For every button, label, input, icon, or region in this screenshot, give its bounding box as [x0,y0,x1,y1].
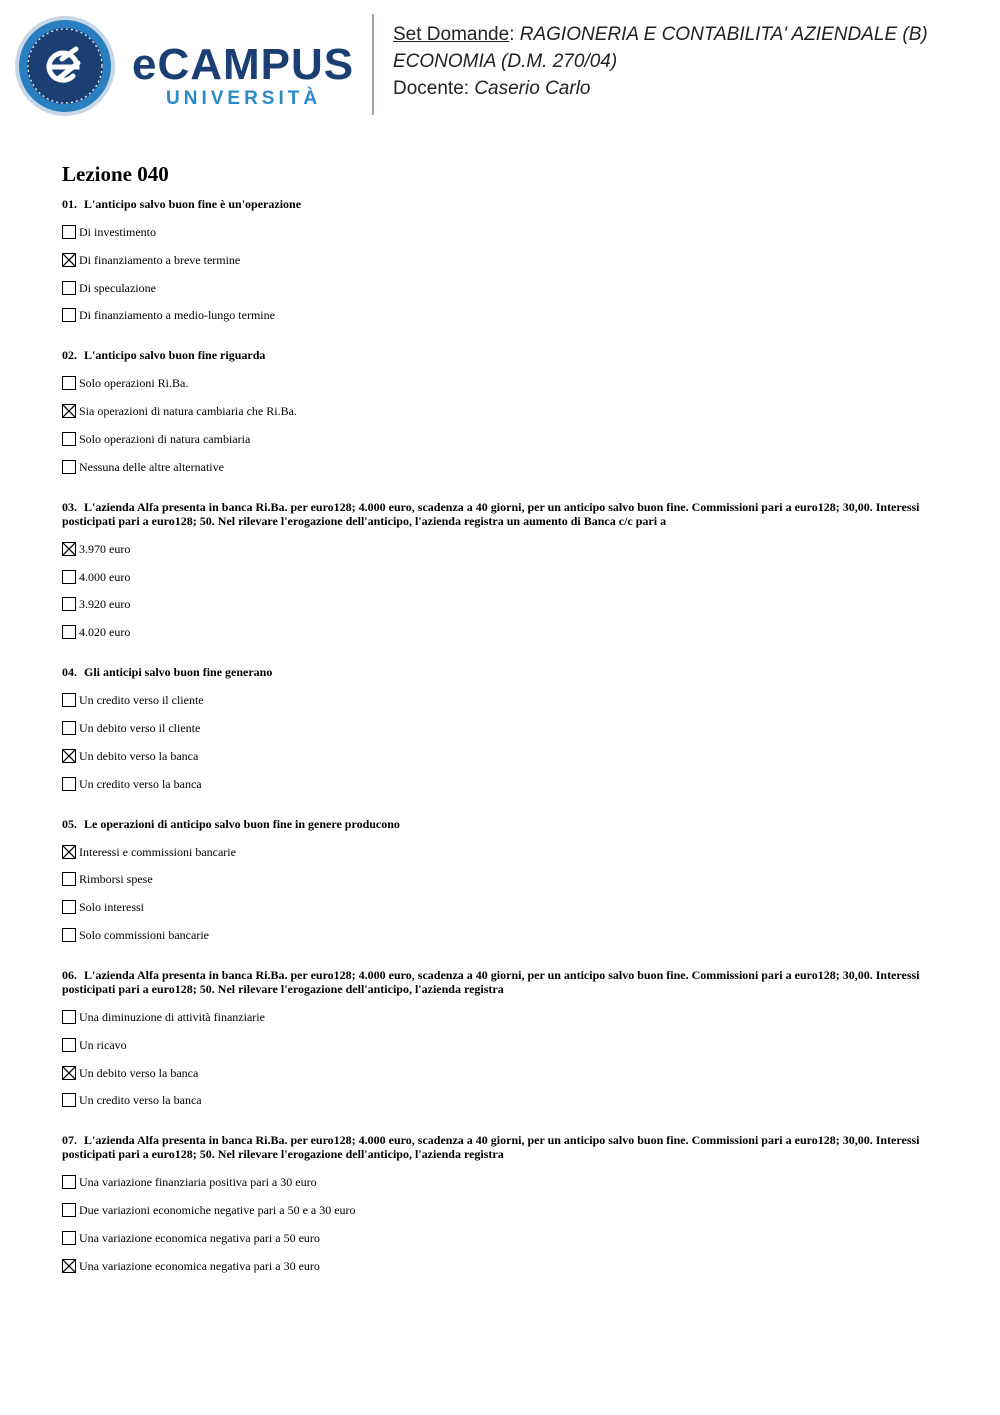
answer-label: Di finanziamento a breve termine [79,252,241,267]
answer-label: Nessuna delle altre alternative [79,459,224,474]
checkbox-icon[interactable] [62,376,76,390]
checked-checkbox-icon[interactable] [62,253,76,267]
university-seal-logo [14,15,116,117]
cross-mark-icon [63,405,75,417]
answer-label: Un debito verso la banca [79,1065,199,1080]
answer-label: Sia operazioni di natura cambiaria che Ri.Ba. [79,404,297,419]
checkbox-icon[interactable] [62,1203,76,1217]
question [62,665,942,792]
answer-option[interactable] [62,1173,942,1191]
brand-wordmark [132,40,358,112]
question-number: 03. [62,499,77,514]
course-title-line2: ECONOMIA (D.M. 270/04) [393,51,618,72]
checkbox-icon[interactable] [62,693,76,707]
header-divider [372,14,374,115]
cross-mark-icon [63,846,75,858]
answer-label: Solo commissioni bancarie [79,927,209,942]
question-number: 02. [62,348,77,363]
answer-label: Un credito verso la banca [79,776,202,791]
answer-option[interactable] [62,568,942,586]
answer-label: Una diminuzione di attività finanziarie [79,1009,265,1024]
checked-checkbox-icon[interactable] [62,542,76,556]
answer-option[interactable] [62,374,942,392]
lesson-content [62,160,942,1285]
answer-option[interactable] [62,1064,942,1082]
answer-option[interactable] [62,719,942,737]
answer-option[interactable] [62,1091,942,1109]
answer-option[interactable] [62,898,942,916]
answer-label: Un debito verso la banca [79,748,199,763]
question [62,500,942,641]
question-text [62,500,942,528]
answer-label: Un ricavo [79,1037,127,1052]
question-text [62,817,942,831]
answer-label: Di speculazione [79,280,156,295]
answer-label: Un credito verso il cliente [79,693,204,708]
course-title: RAGIONERIA E CONTABILITA' AZIENDALE (B) [519,24,928,45]
page-header [0,0,1000,125]
answer-label: Rimborsi spese [79,872,153,887]
answer-option[interactable] [62,306,942,324]
checkbox-icon[interactable] [62,432,76,446]
answer-option[interactable] [62,623,942,641]
teacher-line [393,75,983,102]
question [62,968,942,1109]
answer-option[interactable] [62,843,942,861]
cross-mark-icon [63,1067,75,1079]
brand-subtitle: UNIVERSITÀ [166,88,322,109]
set-label: Set Domande [393,24,510,45]
answer-option[interactable] [62,540,942,558]
course-title-line1: Set Domande: RAGIONERIA E CONTABILITA' AZIENDALE (B) [393,24,928,45]
answer-option[interactable] [62,251,942,269]
course-info [393,21,983,102]
checked-checkbox-icon[interactable] [62,404,76,418]
question-number: 01. [62,197,77,211]
checked-checkbox-icon[interactable] [62,1259,76,1273]
question-number: 06. [62,967,77,982]
checkbox-icon[interactable] [62,1093,76,1107]
answer-option[interactable] [62,691,942,709]
answer-label: Solo operazioni Ri.Ba. [79,376,189,391]
checkbox-icon[interactable] [62,928,76,942]
checkbox-icon[interactable] [62,570,76,584]
question-number: 04. [62,665,77,680]
answer-label: 3.970 euro [79,541,131,556]
question-prompt: L'anticipo salvo buon fine riguarda [84,348,266,363]
question-text [62,665,942,679]
answer-label: Una variazione economica negativa pari a 50 euro [79,1230,320,1245]
cross-mark-icon [63,543,75,555]
question-prompt: L'anticipo salvo buon fine è un'operazione [84,197,302,211]
answer-label: Interessi e commissioni bancarie [79,844,236,859]
brand-name: eCAMPUS [132,40,355,89]
checkbox-icon[interactable] [62,281,76,295]
answer-label: Una variazione finanziaria positiva pari a 30 euro [79,1175,317,1190]
answer-option[interactable] [62,775,942,793]
checkbox-icon[interactable] [62,308,76,322]
answer-option[interactable] [62,402,942,420]
question-list [62,197,942,1275]
answer-label: Solo operazioni di natura cambiaria [79,431,251,446]
question-prompt: L'azienda Alfa presenta in banca Ri.Ba. per euro128; 4.000 euro, scadenza a 40 giorni, per un anticipo salvo buon fine. Commissioni pari a euro128; 30,00. Interessi posticipati pari a euro128; 50. Nel rilevare l'erogazione dell'anticipo, l'azienda registra [62,967,920,996]
answer-label: Una variazione economica negativa pari a 30 euro [79,1258,320,1273]
teacher-label: Docente: [393,78,475,99]
answer-label: 3.920 euro [79,597,131,612]
answer-label: 4.000 euro [79,569,131,584]
answer-option[interactable] [62,1229,942,1247]
question-prompt: L'azienda Alfa presenta in banca Ri.Ba. per euro128; 4.000 euro, scadenza a 40 giorni, per un anticipo salvo buon fine. Commissioni pari a euro128; 30,00. Interessi posticipati pari a euro128; 50. Nel rilevare l'erogazione dell'anticipo, l'azienda registra un aumento di Banca c/c pari a [62,499,920,528]
question-number: 05. [62,816,77,831]
answer-option[interactable] [62,1257,942,1275]
question [62,1133,942,1274]
checkbox-icon[interactable] [62,900,76,914]
question [62,817,942,944]
answer-option[interactable] [62,747,942,765]
checkbox-icon[interactable] [62,777,76,791]
checked-checkbox-icon[interactable] [62,1066,76,1080]
checkbox-icon[interactable] [62,1038,76,1052]
answer-label: Di investimento [79,225,156,239]
answer-label: Di finanziamento a medio-lungo termine [79,308,275,323]
answer-label: Un debito verso il cliente [79,720,201,735]
answer-option[interactable] [62,595,942,613]
answer-option[interactable] [62,926,942,944]
question-text [62,197,942,211]
answer-option[interactable] [62,1008,942,1026]
checkbox-icon[interactable] [62,1231,76,1245]
answer-label: Solo interessi [79,900,144,915]
checkbox-icon[interactable] [62,460,76,474]
checked-checkbox-icon[interactable] [62,845,76,859]
answer-option[interactable] [62,223,942,241]
cross-mark-icon [63,750,75,762]
checkbox-icon[interactable] [62,872,76,886]
checkbox-icon[interactable] [62,625,76,639]
teacher-name: Caserio Carlo [474,78,591,99]
checkbox-icon[interactable] [62,225,76,239]
answer-option[interactable] [62,430,942,448]
question-text [62,968,942,996]
checkbox-icon[interactable] [62,1175,76,1189]
checkbox-icon[interactable] [62,721,76,735]
checked-checkbox-icon[interactable] [62,749,76,763]
answer-option[interactable] [62,279,942,297]
checkbox-icon[interactable] [62,1010,76,1024]
answer-option[interactable] [62,1036,942,1054]
question [62,197,942,324]
answer-option[interactable] [62,1201,942,1219]
checkbox-icon[interactable] [62,597,76,611]
answer-option[interactable] [62,458,942,476]
lesson-title: Lezione 040 [62,162,169,186]
answer-label: Due variazioni economiche negative pari a 50 e a 30 euro [79,1203,356,1218]
answer-label: Un credito verso la banca [79,1093,202,1108]
question-prompt: L'azienda Alfa presenta in banca Ri.Ba. per euro128; 4.000 euro, scadenza a 40 giorni, per un anticipo salvo buon fine. Commissioni pari a euro128; 30,00. Interessi posticipati pari a euro128; 50. Nel rilevare l'erogazione dell'anticipo, l'azienda registra [62,1133,920,1162]
question [62,348,942,475]
cross-mark-icon [63,254,75,266]
question-prompt: Gli anticipi salvo buon fine generano [84,665,273,680]
question-text [62,348,942,362]
question-number: 07. [62,1133,77,1148]
cross-mark-icon [63,1260,75,1272]
answer-option[interactable] [62,870,942,888]
question-prompt: Le operazioni di anticipo salvo buon fine in genere producono [84,816,400,831]
question-text [62,1133,942,1161]
answer-label: 4.020 euro [79,625,131,640]
